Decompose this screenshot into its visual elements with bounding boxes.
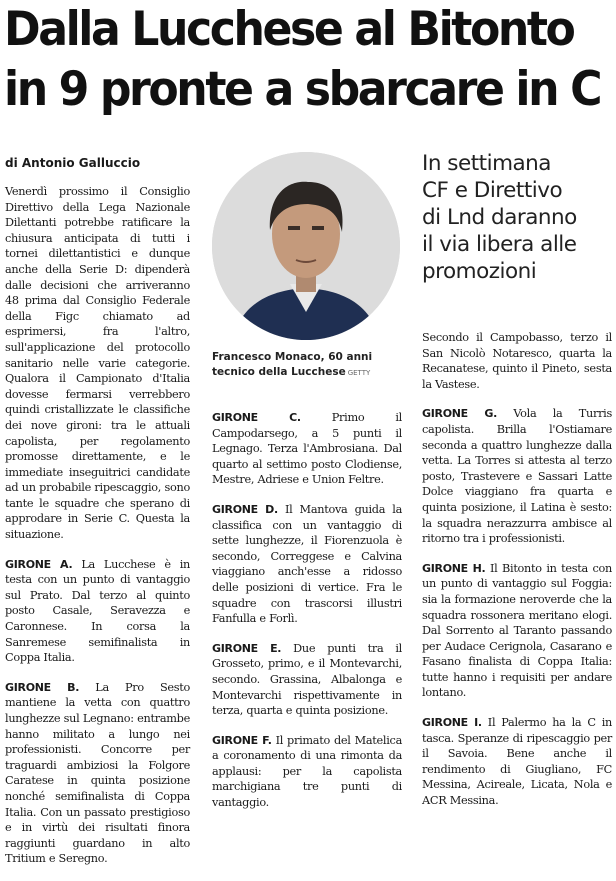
paragraph-lead: GIRONE F.: [212, 733, 272, 747]
paragraph-girone-a: [5, 557, 190, 666]
sidebar-line: il via libera alle: [422, 232, 577, 257]
paragraph-lead: GIRONE B.: [5, 680, 80, 694]
paragraph-text: La Pro Sesto mantiene la vetta con quattro lunghezze sul Legnano: entrambe hanno militato a lungo nei professionisti. Concorre per traguardi ambiziosi la Folgore Caratese in quinta posizione nonché semifinalista di Coppa Italia. Con un passato prestigioso e in virtù dei risultati finora raggiunti guardano in alto Tritium e Seregno.: [5, 680, 191, 866]
paragraph-girone-e: [212, 641, 402, 719]
paragraph-girone-c: [212, 410, 402, 488]
portrait-illustration: [212, 152, 400, 340]
paragraph-text: Secondo il Campobasso, terzo il San Nicolò Notaresco, quarta la Recanatese, quinto il Pineto, sesta la Vastese.: [422, 331, 612, 391]
paragraph-text: Il Mantova guida la classifica con un vantaggio di sette lunghezze, il Fiorenzuola è secondo, Correggese e Calvina viaggiano anch'esse a ridosso delle posizioni di vertice. Fra le squadre con trascorsi illustri Fanfulla e Forlì.: [212, 502, 403, 626]
paragraph-girone-h: [422, 561, 612, 701]
paragraph-text: Venerdì prossimo il Consiglio Direttivo della Lega Nazionale Dilettanti potrebbe ratificare la chiusura anticipata di tutti i tornei dilettantistici e dunque anche della Serie D: dipenderà dalle decisioni che arriveranno 48 prima dal Consiglio Federale della Figc chiamato ad esprimersi, fra l'altro, sull'applicazione del protocollo sanitario nelle varie categorie. Qualora il Campionato d'Italia dovesse fermarsi verrebbero quindi cristallizzate le classifiche dei nove gironi: tra le attuali capolista, per regolamento promosse direttamente, e le immediate inseguitrici candidate ad un probabile ripescaggio, sono tante le squadre che sperano di approdare in Serie C. Questa la situazione.: [5, 185, 190, 542]
photo-caption: [212, 350, 412, 381]
headline-line-2: in 9 pronte a sbarcare in C: [4, 62, 601, 117]
paragraph-lead: GIRONE G.: [422, 407, 498, 421]
paragraph-text: Vola la Turris capolista. Brilla l'Ostiamare seconda a quattro lunghezze dalla vetta. La Torres si attesta al terzo posto, Trastevere e Sassari Latte Dolce viaggiano fra quarta e quinta posizione, il Latina è sesto: la squadra nerazzurra ambisce al ritorno tra i professionisti.: [422, 407, 612, 546]
column-3: [422, 330, 612, 823]
column-2: [212, 410, 402, 825]
sidebar-line: CF e Direttivo: [422, 178, 563, 203]
sidebar-line: In settimana: [422, 151, 551, 176]
paragraph-lead: GIRONE I.: [422, 716, 482, 730]
caption-text: Francesco Monaco, 60 anni tecnico della Lucchese: [212, 351, 373, 378]
sidebar-line: promozioni: [422, 259, 537, 284]
paragraph-girone-b: [5, 680, 190, 867]
sidebar-title: [422, 150, 614, 285]
photo-credit: GETTY: [347, 369, 371, 377]
paragraph-continuation: [422, 330, 612, 392]
paragraph-text: Primo il Campodarsego, a 5 punti il Legnago. Terza l'Ambrosiana. Dal quarto al settimo posto Clodiense, Mestre, Adriese e Union Feltre.: [212, 411, 402, 487]
paragraph-girone-f: [212, 733, 402, 811]
headline: [4, 0, 601, 120]
paragraph-lead: GIRONE A.: [5, 557, 73, 571]
paragraph-lead: GIRONE E.: [212, 641, 282, 655]
byline: di Antonio Galluccio: [5, 156, 141, 170]
paragraph-girone-d: [212, 502, 402, 627]
paragraph-text: Il primato del Matelica a coronamento di una rimonta da applausi: per la capolista marchigiana tre punti di vantaggio.: [212, 733, 403, 810]
coach-photo: [212, 152, 400, 340]
paragraph-lead: GIRONE H.: [422, 561, 486, 575]
paragraph-text: Il Palermo ha la C in tasca. Speranze di ripescaggio per il Savoia. Bene anche il rendimento di Giugliano, FC Messina, Acireale, Licata, Nola e ACR Messina.: [422, 716, 612, 808]
sidebar-line: di Lnd daranno: [422, 205, 577, 230]
column-1: [5, 184, 190, 881]
paragraph-text: Il Bitonto in testa con un punto di vantaggio sul Foggia: sia la formazione neroverde che la squadra rossonera meritano elogi. Dal Sorrento al Taranto passando per Audace Cerignola, Casarano e Fasano finalista di Coppa Italia: tutte hanno i requisiti per andare lontano.: [422, 561, 612, 700]
paragraph-intro: [5, 184, 190, 543]
paragraph-lead: GIRONE D.: [212, 502, 278, 516]
paragraph-text: Due punti tra il Grosseto, primo, e il Montevarchi, secondo. Grassina, Albalonga e Montevarchi rispettivamente in terza, quarta e quinta posizione.: [212, 641, 402, 718]
paragraph-girone-i: [422, 715, 612, 809]
headline-line-1: Dalla Lucchese al Bitonto: [4, 2, 574, 57]
paragraph-lead: GIRONE C.: [212, 411, 301, 424]
paragraph-girone-g: [422, 406, 612, 546]
paragraph-text: La Lucchese è in testa con un punto di vantaggio sul Prato. Dal terzo al quinto posto Casale, Seravezza e Caronnese. In corsa la Sanremese semifinalista in Coppa Italia.: [5, 557, 190, 665]
